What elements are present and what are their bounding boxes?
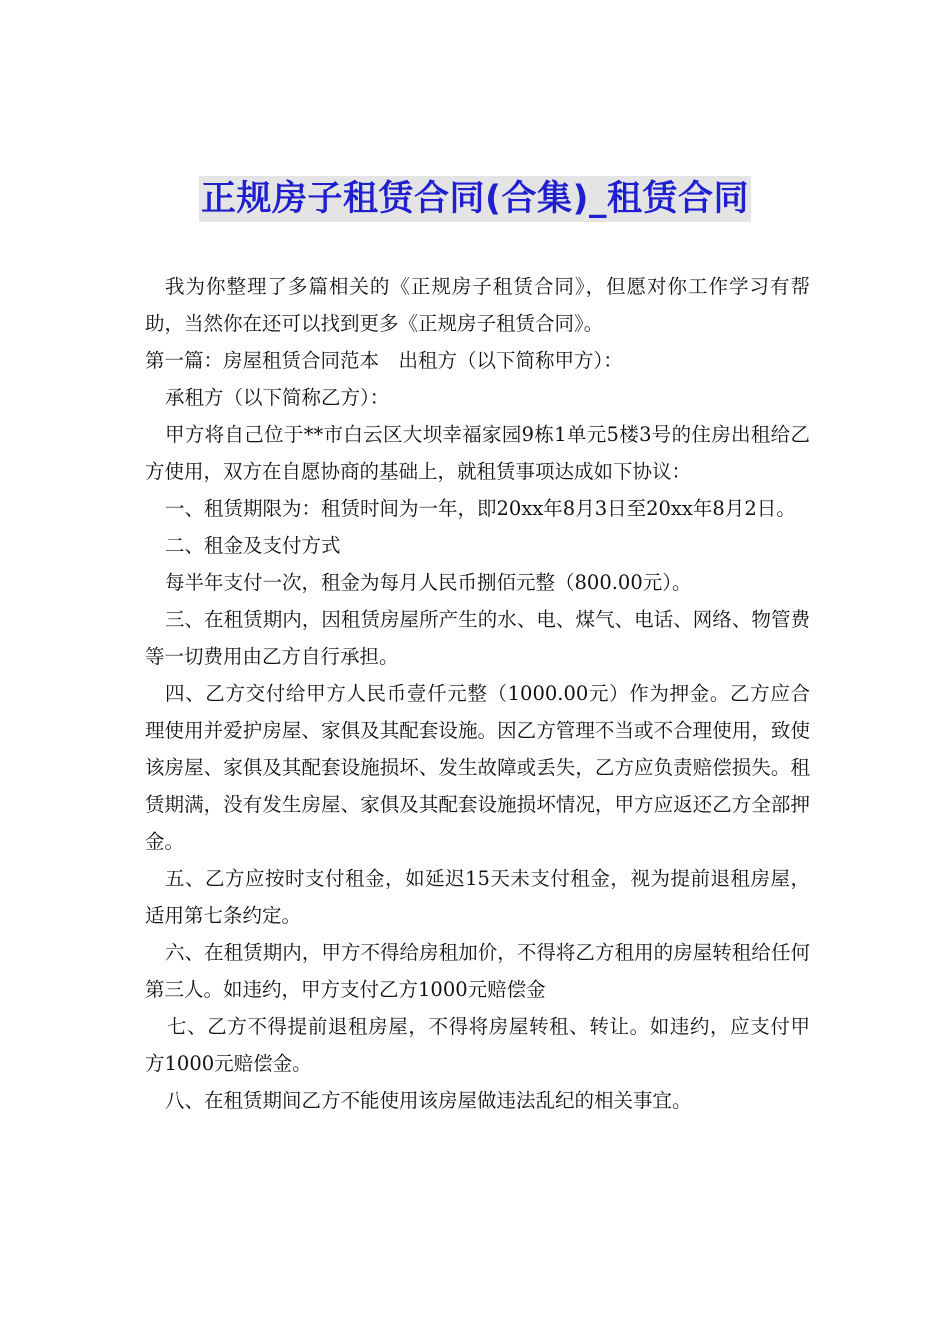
paragraph-premises: 甲方将自己位于**市白云区大坝幸福家园9栋1单元5楼3号的住房出租给乙方使用，双方在自愿协商的基础上，就租赁事项达成如下协议： — [145, 423, 810, 483]
paragraph-intro: 我为你整理了多篇相关的《正规房子租赁合同》，但愿对你工作学习有帮助，当然你在还可以找到更多《正规房子租赁合同》。 — [145, 275, 810, 335]
paragraph-clause-2: 二、租金及支付方式 — [165, 534, 341, 557]
document-title: 正规房子租赁合同(合集)_租赁合同 — [199, 176, 751, 222]
paragraph-payment: 每半年支付一次，租金为每月人民币捌佰元整（800.00元）。 — [165, 571, 692, 594]
paragraph-clause-6: 六、在租赁期内，甲方不得给房租加价，不得将乙方租用的房屋转租给任何第三人。如违约，甲方支付乙方1000元赔偿金 — [145, 941, 810, 1001]
paragraph-clause-8: 八、在租赁期间乙方不能使用该房屋做违法乱纪的相关事宜。 — [165, 1089, 692, 1112]
paragraph-clause-7: 七、乙方不得提前退租房屋，不得将房屋转租、转让。如违约，应支付甲方1000元赔偿金。 — [145, 1015, 810, 1075]
paragraph-tenant: 承租方（以下简称乙方）： — [165, 386, 390, 409]
title-container — [0, 176, 950, 222]
paragraph-clause-5: 五、乙方应按时支付租金，如延迟15天未支付租金，视为提前退租房屋，适用第七条约定。 — [145, 867, 810, 927]
paragraph-section-heading: 第一篇：房屋租赁合同范本 出租方（以下简称甲方）： — [145, 349, 623, 372]
paragraph-clause-3: 三、在租赁期内，因租赁房屋所产生的水、电、煤气、电话、网络、物管费等一切费用由乙方自行承担。 — [145, 608, 810, 668]
paragraph-clause-1: 一、租赁期限为：租赁时间为一年，即20xx年8月3日至20xx年8月2日。 — [165, 497, 796, 520]
document-body — [145, 268, 810, 1119]
paragraph-clause-4: 四、乙方交付给甲方人民币壹仟元整（1000.00元）作为押金。乙方应合理使用并爱护房屋、家俱及其配套设施。因乙方管理不当或不合理使用，致使该房屋、家俱及其配套设施损坏、发生故障或丢失，乙方应负责赔偿损失。租赁期满，没有发生房屋、家俱及其配套设施损坏情况，甲方应返还乙方全部押金。 — [145, 682, 810, 853]
